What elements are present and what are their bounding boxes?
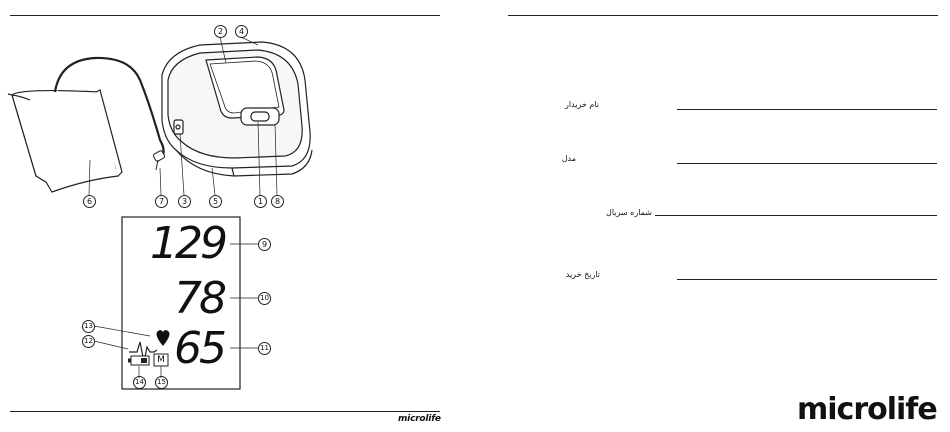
callout-10: 10 — [258, 292, 271, 305]
callout-1: 1 — [254, 195, 267, 208]
right-top-rule — [508, 15, 938, 16]
purchase-date-line — [677, 279, 937, 280]
callout-4: 4 — [235, 25, 248, 38]
diastolic-value: 78 — [174, 273, 224, 324]
cuff-illustration — [8, 90, 122, 192]
callout-12: 12 — [82, 335, 95, 348]
model-line — [677, 163, 937, 164]
model-label: مدل — [561, 154, 576, 163]
callout-3: 3 — [178, 195, 191, 208]
callout-14: 14 — [133, 376, 146, 389]
buyer-name-label: نام خریدار — [564, 100, 599, 109]
callout-9: 9 — [258, 238, 271, 251]
callout-13: 13 — [82, 320, 95, 333]
left-bottom-rule — [10, 411, 440, 412]
callout-8: 8 — [271, 195, 284, 208]
memory-symbol: M — [157, 355, 165, 365]
callout-2: 2 — [214, 25, 227, 38]
systolic-value: 129 — [150, 218, 225, 269]
battery-icon — [128, 356, 149, 365]
callout-5: 5 — [209, 195, 222, 208]
buyer-name-line — [677, 109, 937, 110]
monitor-illustration — [162, 42, 312, 176]
pulse-value: 65 — [174, 323, 224, 374]
left-brand-logo: microlife — [398, 414, 441, 424]
callout-11: 11 — [258, 342, 271, 355]
callout-6: 6 — [83, 195, 96, 208]
callout-7: 7 — [155, 195, 168, 208]
callout-15: 15 — [155, 376, 168, 389]
serial-number-label: شماره سریال — [606, 208, 652, 217]
purchase-date-label: تاریخ خرید — [565, 270, 600, 279]
right-brand-logo: microlife — [797, 392, 937, 427]
serial-number-line — [655, 215, 937, 216]
